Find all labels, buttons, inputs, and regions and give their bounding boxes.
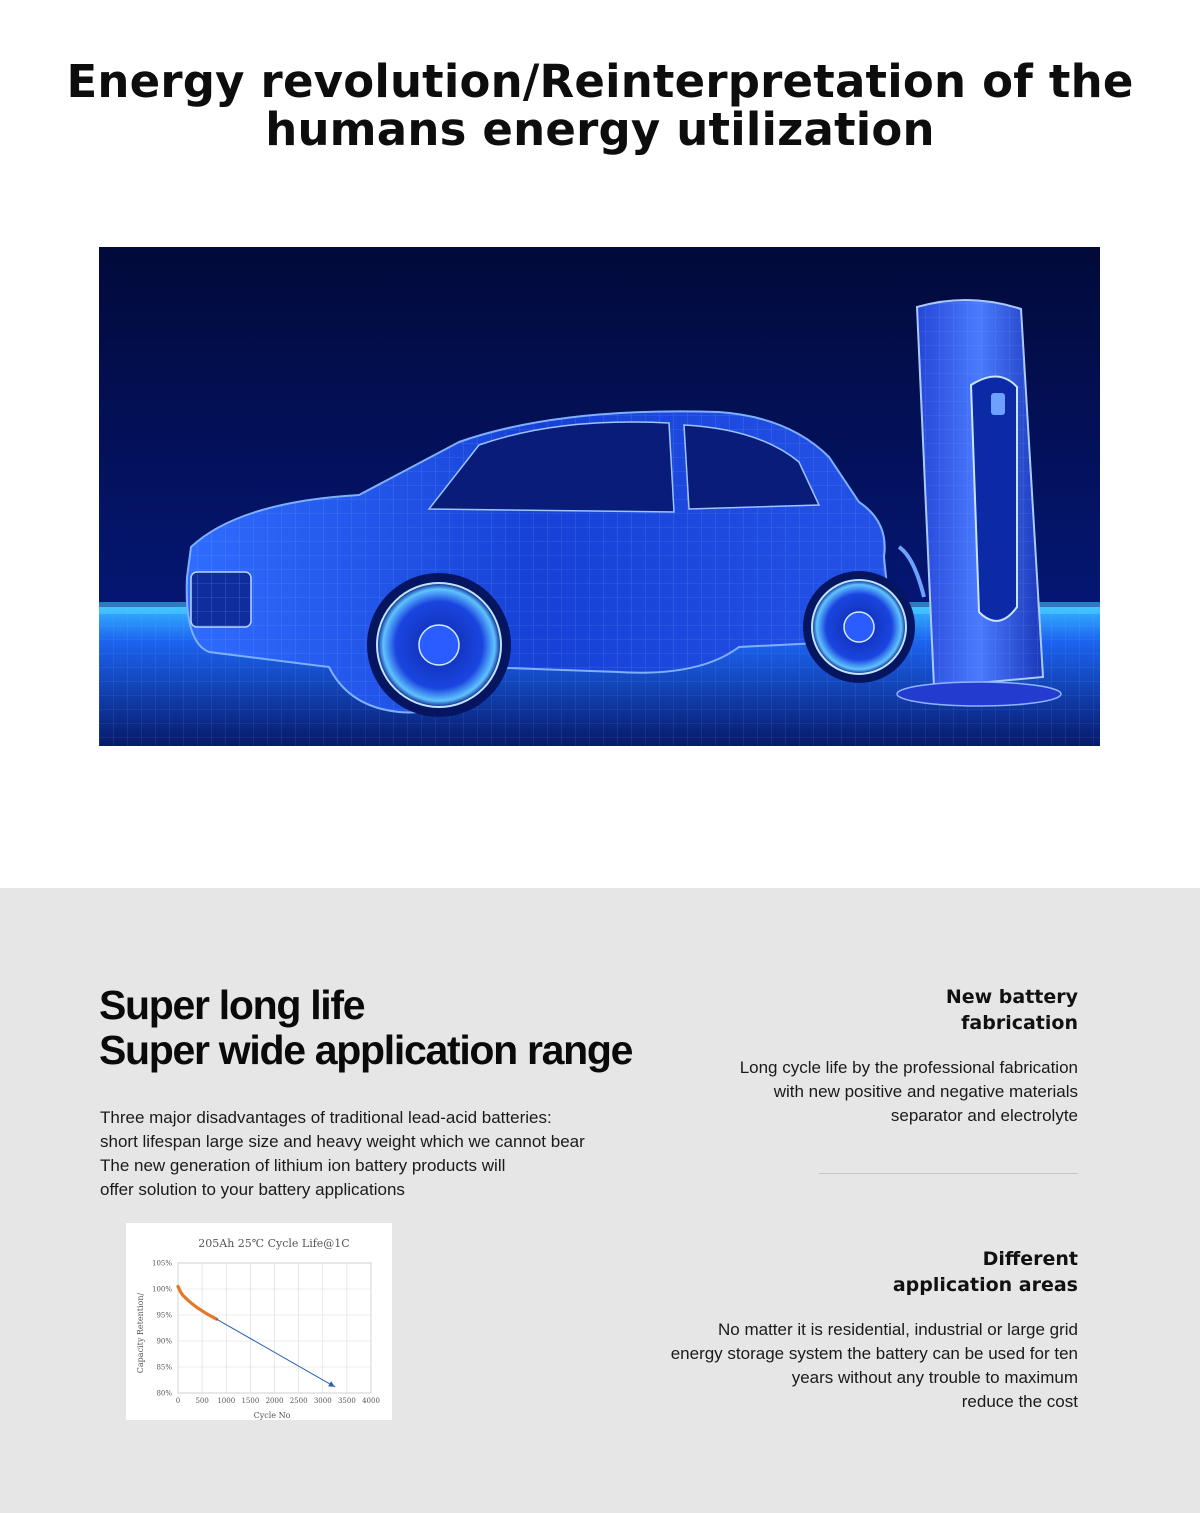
cycle-life-chart xyxy=(126,1223,392,1420)
feature-body-line: with new positive and negative materials xyxy=(773,1082,1078,1101)
feature-title xyxy=(671,1246,1078,1298)
chart-y-tick-label: 105% xyxy=(151,1259,172,1268)
intro-line-4: offer solution to your battery applications xyxy=(100,1180,405,1199)
hero-title xyxy=(0,55,1200,156)
feature-title xyxy=(740,984,1078,1036)
feature-title-line: New battery xyxy=(945,986,1078,1008)
section-heading-line-1: Super long life xyxy=(99,982,365,1028)
hero-title-line-2: humans energy utilization xyxy=(265,103,935,156)
intro-line-3: The new generation of lithium ion battery products will xyxy=(100,1156,506,1175)
chart-y-tick-label: 80% xyxy=(156,1389,172,1398)
feature-title-line: application areas xyxy=(892,1274,1078,1296)
chart-x-tick-label: 500 xyxy=(195,1397,209,1405)
section-heading-line-2: Super wide application range xyxy=(99,1027,633,1073)
chart-x-tick-label: 0 xyxy=(175,1397,181,1405)
feature-title-line: Different xyxy=(982,1248,1078,1270)
chart-x-tick-label: 3500 xyxy=(337,1397,356,1405)
feature-body-line: Long cycle life by the professional fabrication xyxy=(739,1058,1078,1077)
chart-x-tick-label: 4000 xyxy=(362,1397,380,1405)
hero-title-line-1: Energy revolution/Reinterpretation of the xyxy=(66,55,1134,108)
feature-divider xyxy=(819,1173,1078,1174)
chart-x-tick-label: 2500 xyxy=(289,1397,308,1405)
feature-title-line: fabrication xyxy=(961,1012,1078,1034)
feature-new-battery-fabrication xyxy=(740,984,1078,1128)
chart-x-tick-label: 1500 xyxy=(241,1397,260,1405)
chart-y-tick-label: 95% xyxy=(156,1311,172,1320)
chart-y-ticks xyxy=(152,1260,172,1398)
chart-series-trend-line xyxy=(217,1319,335,1387)
chart-series xyxy=(178,1286,335,1386)
feature-body-line: years without any trouble to maximum xyxy=(791,1368,1078,1387)
intro-paragraph xyxy=(100,1106,660,1202)
feature-body-line: separator and electrolyte xyxy=(890,1106,1078,1125)
intro-line-1: Three major disadvantages of traditional lead-acid batteries: xyxy=(100,1108,552,1127)
chart-series-measured-line xyxy=(178,1286,217,1319)
chart-x-tick-label: 1000 xyxy=(217,1397,236,1405)
intro-line-2: short lifespan large size and heavy weight which we cannot bear xyxy=(100,1132,585,1151)
feature-body xyxy=(671,1318,1078,1414)
feature-body-line: No matter it is residential, industrial or large grid xyxy=(718,1320,1078,1339)
feature-body-line: reduce the cost xyxy=(961,1392,1078,1411)
chart-title: 205Ah 25℃ Cycle Life@1C xyxy=(198,1237,350,1250)
chart-x-tick-label: 3000 xyxy=(313,1397,332,1405)
chart-y-tick-label: 90% xyxy=(156,1337,172,1346)
section-heading xyxy=(99,983,719,1073)
chart-y-tick-label: 100% xyxy=(151,1285,172,1294)
feature-body xyxy=(740,1056,1078,1128)
feature-application-areas xyxy=(671,1246,1078,1414)
chart-x-ticks xyxy=(176,1397,380,1405)
banner-image-electric-car xyxy=(99,247,1100,746)
chart-grid xyxy=(178,1263,371,1393)
chart-y-tick-label: 85% xyxy=(156,1363,172,1372)
chart-x-tick-label: 2000 xyxy=(265,1397,284,1405)
chart-x-axis-label: Cycle No xyxy=(253,1411,291,1420)
chart-y-axis-label: Capacity Retention/ xyxy=(136,1292,145,1374)
feature-body-line: energy storage system the battery can be used for ten xyxy=(670,1344,1078,1363)
